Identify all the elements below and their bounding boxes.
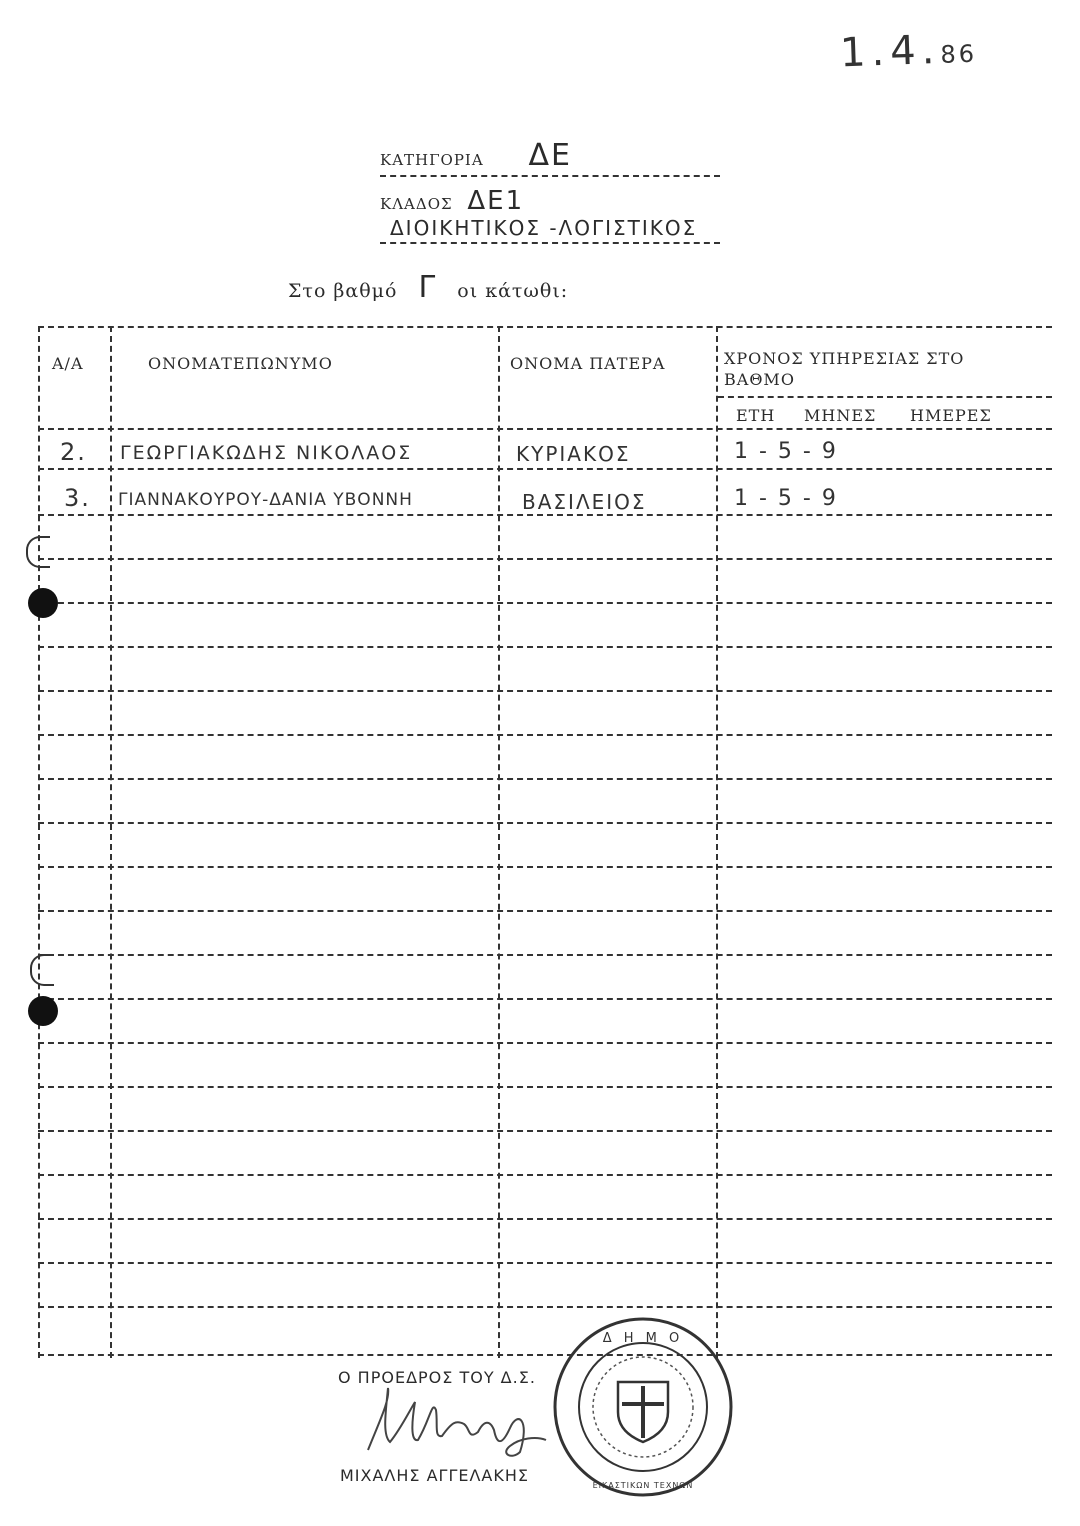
- row-2-fullname: ΓΙΑΝΝΑΚΟΥΡΟΥ-ΔΑΝΙΑ ΥΒΟΝΝΗ: [118, 490, 413, 510]
- row-2-service-time: 1 - 5 - 9: [734, 486, 838, 511]
- table-row-line: [38, 822, 1052, 824]
- signature-icon: [360, 1380, 550, 1460]
- table-row-line: [38, 558, 1052, 560]
- table-row-line: [38, 1174, 1052, 1176]
- chair-name: ΜΙΧΑΛΗΣ ΑΓΓΕΛΑΚΗΣ: [340, 1466, 530, 1485]
- category-label: ΚΑΤΗΓΟΡΙΑ: [380, 151, 484, 169]
- punch-hole: [28, 588, 58, 618]
- row-1-father-name: ΚΥΡΙΑΚΟΣ: [516, 442, 631, 466]
- header-fullname: ΟΝΟΜΑΤΕΠΩΝΥΜΟ: [148, 354, 333, 373]
- header-service-time: ΧΡΟΝΟΣ ΥΠΗΡΕΣΙΑΣ ΣΤΟ ΒΑΘΜΟ: [724, 349, 965, 389]
- subheader-years: ΕΤΗ: [736, 406, 776, 425]
- table-row-line: [38, 428, 1052, 430]
- row-2-number: 3.: [64, 484, 91, 512]
- punch-hole-ring: [26, 536, 50, 568]
- table-row-line: [38, 1354, 1052, 1356]
- branch-name: ΔΙΟΙΚΗΤΙΚΟΣ -ΛΟΓΙΣΤΙΚΟΣ: [390, 216, 698, 240]
- row-1-service-time: 1 - 5 - 9: [734, 439, 838, 464]
- category-value: ΔΕ: [528, 138, 572, 173]
- table-row-line: [38, 646, 1052, 648]
- svg-text:ΕΙΚΑΣΤΙΚΩΝ ΤΕΧΝΩΝ: ΕΙΚΑΣΤΙΚΩΝ ΤΕΧΝΩΝ: [592, 1481, 694, 1490]
- official-seal-icon: [548, 1312, 738, 1502]
- header-number: Α/Α: [52, 354, 84, 373]
- table-row-line: [38, 1130, 1052, 1132]
- table-row-line: [38, 602, 1052, 604]
- handwritten-date: [839, 26, 977, 77]
- branch-label: ΚΛΑΔΟΣ: [380, 195, 453, 213]
- table-row-line: [38, 690, 1052, 692]
- punch-hole: [28, 996, 58, 1026]
- table-row-line: [38, 514, 1052, 516]
- table-border-left: [38, 326, 40, 1358]
- table-row-line: [38, 734, 1052, 736]
- branch-row: [380, 186, 720, 244]
- subheader-line: [718, 396, 1052, 398]
- header-father-name: ΟΝΟΜΑ ΠΑΤΕΡΑ: [510, 354, 666, 373]
- punch-hole-ring: [30, 954, 54, 986]
- subheader-days: ΗΜΕΡΕΣ: [910, 406, 992, 425]
- column-divider: [716, 326, 718, 1358]
- intro-line: [288, 270, 568, 305]
- column-divider: [110, 326, 112, 1358]
- table-row-line: [38, 1218, 1052, 1220]
- category-row: [380, 138, 720, 177]
- intro-grade: Γ: [418, 270, 437, 305]
- row-1-number: 2.: [60, 438, 87, 466]
- table-row-line: [38, 1086, 1052, 1088]
- table-row-line: [38, 1262, 1052, 1264]
- column-divider: [498, 326, 500, 1358]
- row-2-father-name: ΒΑΣΙΛΕΙΟΣ: [522, 490, 647, 514]
- table-row-line: [38, 954, 1052, 956]
- personnel-table: [38, 326, 1052, 1358]
- intro-prefix: Στο βαθμό: [288, 280, 398, 302]
- subheader-months: ΜΗΝΕΣ: [804, 406, 877, 425]
- row-1-fullname: ΓΕΩΡΓΙΑΚΩΔΗΣ ΝΙΚΟΛΑΟΣ: [120, 442, 413, 464]
- table-row-line: [38, 1042, 1052, 1044]
- chair-title: Ο ΠΡΟΕΔΡΟΣ ΤΟΥ Δ.Σ.: [338, 1368, 536, 1387]
- table-row-line: [38, 468, 1052, 470]
- table-row-line: [38, 910, 1052, 912]
- branch-code: ΔΕ1: [467, 186, 525, 216]
- svg-text:Δ Η Μ Ο: Δ Η Μ Ο: [602, 1331, 684, 1346]
- table-row-line: [38, 998, 1052, 1000]
- date-year: 86: [939, 39, 978, 69]
- table-row-line: [38, 866, 1052, 868]
- table-row-line: [38, 326, 1052, 328]
- table-row-line: [38, 1306, 1052, 1308]
- table-row-line: [38, 778, 1052, 780]
- date-day-month: 1.4.: [839, 26, 942, 77]
- intro-suffix: οι κάτωθι:: [457, 280, 569, 302]
